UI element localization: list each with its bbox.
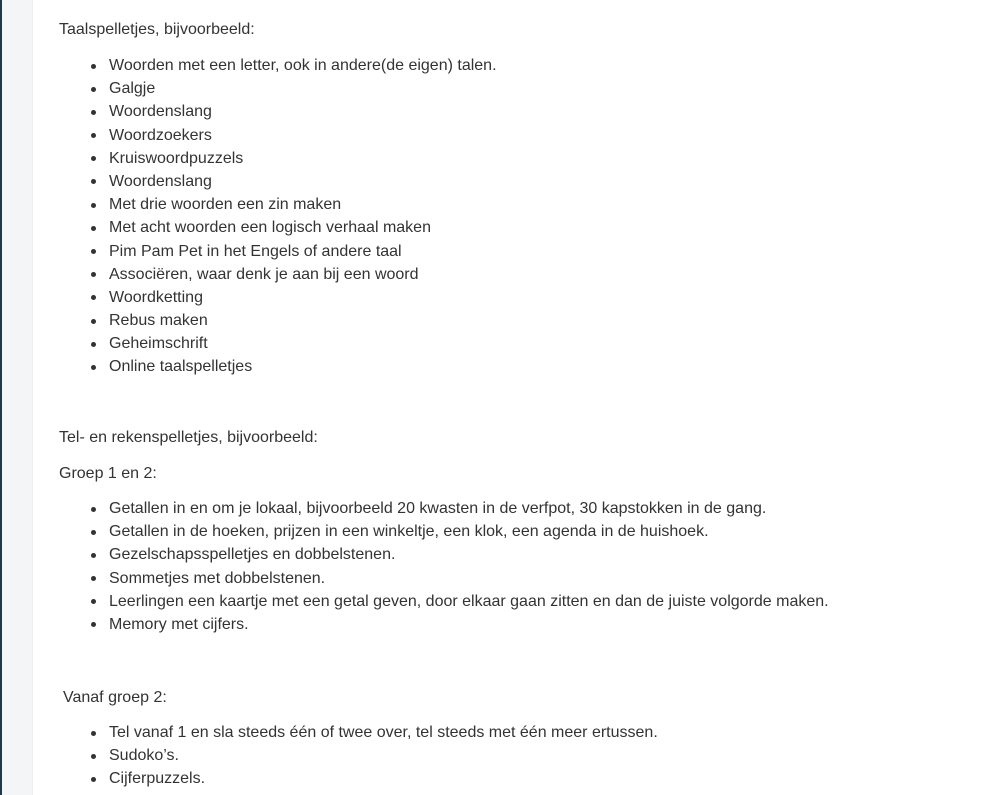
list-item: Woorden met een letter, ook in andere(de eigen) talen.	[109, 54, 497, 77]
list-item: Woordenslang	[109, 100, 497, 123]
list-item: Met acht woorden een logisch verhaal maken	[109, 216, 497, 239]
list-item: Geheimschrift	[109, 332, 497, 355]
section-heading-rekenspelletjes: Tel- en rekenspelletjes, bijvoorbeeld:	[59, 429, 318, 446]
list-item: Gezelschapsspelletjes en dobbelstenen.	[109, 543, 829, 566]
section-heading-taalspelletjes: Taalspelletjes, bijvoorbeeld:	[59, 21, 255, 38]
list-item: Associëren, waar denk je aan bij een woord	[109, 263, 497, 286]
list-item: Pim Pam Pet in het Engels of andere taal	[109, 240, 497, 263]
list-item: Leerlingen een kaartje met een getal geven, door elkaar gaan zitten en dan de juiste volgorde maken.	[109, 590, 829, 613]
list-item: Cijferpuzzels.	[109, 767, 658, 790]
list-item: Kruiswoordpuzzels	[109, 147, 497, 170]
list-item: Sommetjes met dobbelstenen.	[109, 567, 829, 590]
taalspelletjes-list	[59, 54, 497, 379]
list-item: Getallen in en om je lokaal, bijvoorbeeld 20 kwasten in de verfpot, 30 kapstokken in de gang.	[109, 497, 829, 520]
left-gutter	[2, 0, 33, 795]
list-item: Galgje	[109, 77, 497, 100]
list-item: Memory met cijfers.	[109, 613, 829, 636]
vanaf-groep-2-list	[59, 721, 658, 791]
subheading-groep-1-en-2: Groep 1 en 2:	[59, 465, 157, 482]
list-item: Getallen in de hoeken, prijzen in een winkeltje, een klok, een agenda in de huishoek.	[109, 520, 829, 543]
list-item: Woordzoekers	[109, 124, 497, 147]
list-item: Rebus maken	[109, 309, 497, 332]
list-item: Woordketting	[109, 286, 497, 309]
subheading-vanaf-groep-2: Vanaf groep 2:	[63, 689, 167, 706]
list-item: Woordenslang	[109, 170, 497, 193]
list-item: Tel vanaf 1 en sla steeds één of twee over, tel steeds met één meer ertussen.	[109, 721, 658, 744]
groep-1-en-2-list	[59, 497, 829, 636]
list-item: Sudoko’s.	[109, 744, 658, 767]
list-item: Met drie woorden een zin maken	[109, 193, 497, 216]
list-item: Online taalspelletjes	[109, 355, 497, 378]
